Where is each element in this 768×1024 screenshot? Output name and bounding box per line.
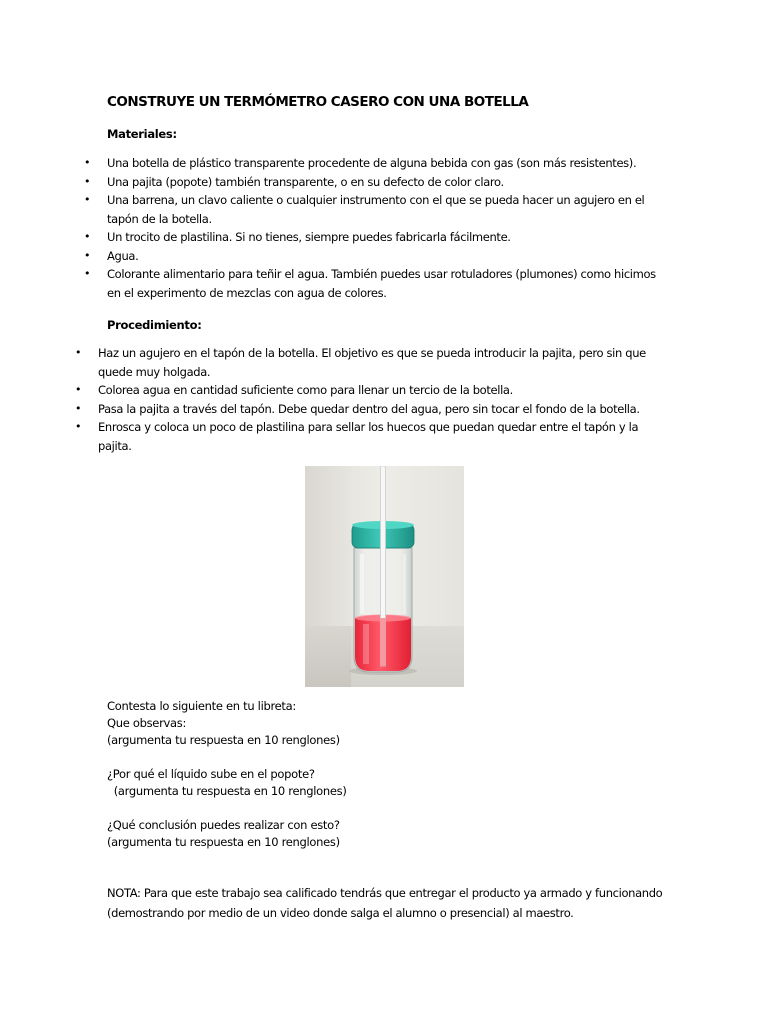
list-item: • Una barrena, un clavo caliente o cualquier instrumento con el que se pueda hacer un agujero en el tapón de la botella.	[84, 193, 645, 226]
list-item: • Pasa la pajita a través del tapón. Debe quedar dentro del agua, pero sin tocar el fondo de la botella.	[98, 400, 668, 419]
list-item: • Haz un agujero en el tapón de la botella. El objetivo es que se pueda introducir la pajita, pero sin que quede muy holgada.	[75, 346, 646, 379]
list-item: • Colorea agua en cantidad suficiente como para llenar un tercio de la botella.	[98, 381, 668, 400]
question-1: Que observas:	[107, 716, 187, 730]
bullet-icon: •	[84, 193, 91, 206]
bullet-icon: •	[84, 230, 91, 243]
bullet-icon: •	[84, 248, 91, 262]
bullet-icon: •	[84, 267, 91, 280]
procedure-list	[75, 344, 668, 455]
questions-intro: Contesta lo siguiente en tu libreta:	[107, 699, 296, 713]
bullet-icon: •	[75, 401, 82, 415]
bullet-icon: •	[75, 346, 82, 359]
question-2-hint: (argumenta tu respuesta en 10 renglones)	[107, 784, 347, 798]
materials-list	[84, 154, 667, 302]
list-item: • Una botella de plástico transparente procedente de alguna bebida con gas (son más resistentes).	[107, 154, 667, 173]
questions-section	[107, 698, 667, 851]
spacer	[107, 749, 667, 766]
procedure-heading: Procedimiento:	[107, 318, 202, 332]
bullet-icon: •	[84, 174, 91, 188]
list-item: • Un trocito de plastilina. Si no tienes, siempre puedes fabricarla fácilmente.	[107, 228, 667, 247]
materials-heading: Materiales:	[107, 127, 177, 141]
note-paragraph: NOTA: Para que este trabajo sea calificado tendrás que entregar el producto ya armado y funcionando (demostrando por medio de un video donde salga el alumno o presencial) al maestro.	[107, 886, 663, 920]
list-item: • Una pajita (popote) también transparente, o en su defecto de color claro.	[107, 173, 667, 192]
bullet-icon: •	[84, 156, 91, 169]
bullet-icon: •	[75, 383, 82, 396]
spacer	[107, 800, 667, 817]
question-3: ¿Qué conclusión puedes realizar con esto?	[107, 818, 340, 832]
list-item: • Agua.	[107, 247, 667, 266]
bullet-icon: •	[75, 420, 82, 433]
question-3-hint: (argumenta tu respuesta en 10 renglones)	[107, 835, 340, 849]
question-1-hint: (argumenta tu respuesta en 10 renglones)	[107, 733, 340, 747]
list-item: • Enrosca y coloca un poco de plastilina para sellar los huecos que puedan quedar entre el tapón y la pajita.	[75, 420, 639, 453]
list-item: • Colorante alimentario para teñir el agua. También puedes usar rotuladores (plumones) como hicimos en el experimento de mezclas con agua de colores.	[84, 267, 656, 300]
bottle-thermometer-photo	[305, 466, 464, 687]
document-title: CONSTRUYE UN TERMÓMETRO CASERO CON UNA BOTELLA	[107, 94, 529, 110]
question-2: ¿Por qué el líquido sube en el popote?	[107, 767, 315, 781]
